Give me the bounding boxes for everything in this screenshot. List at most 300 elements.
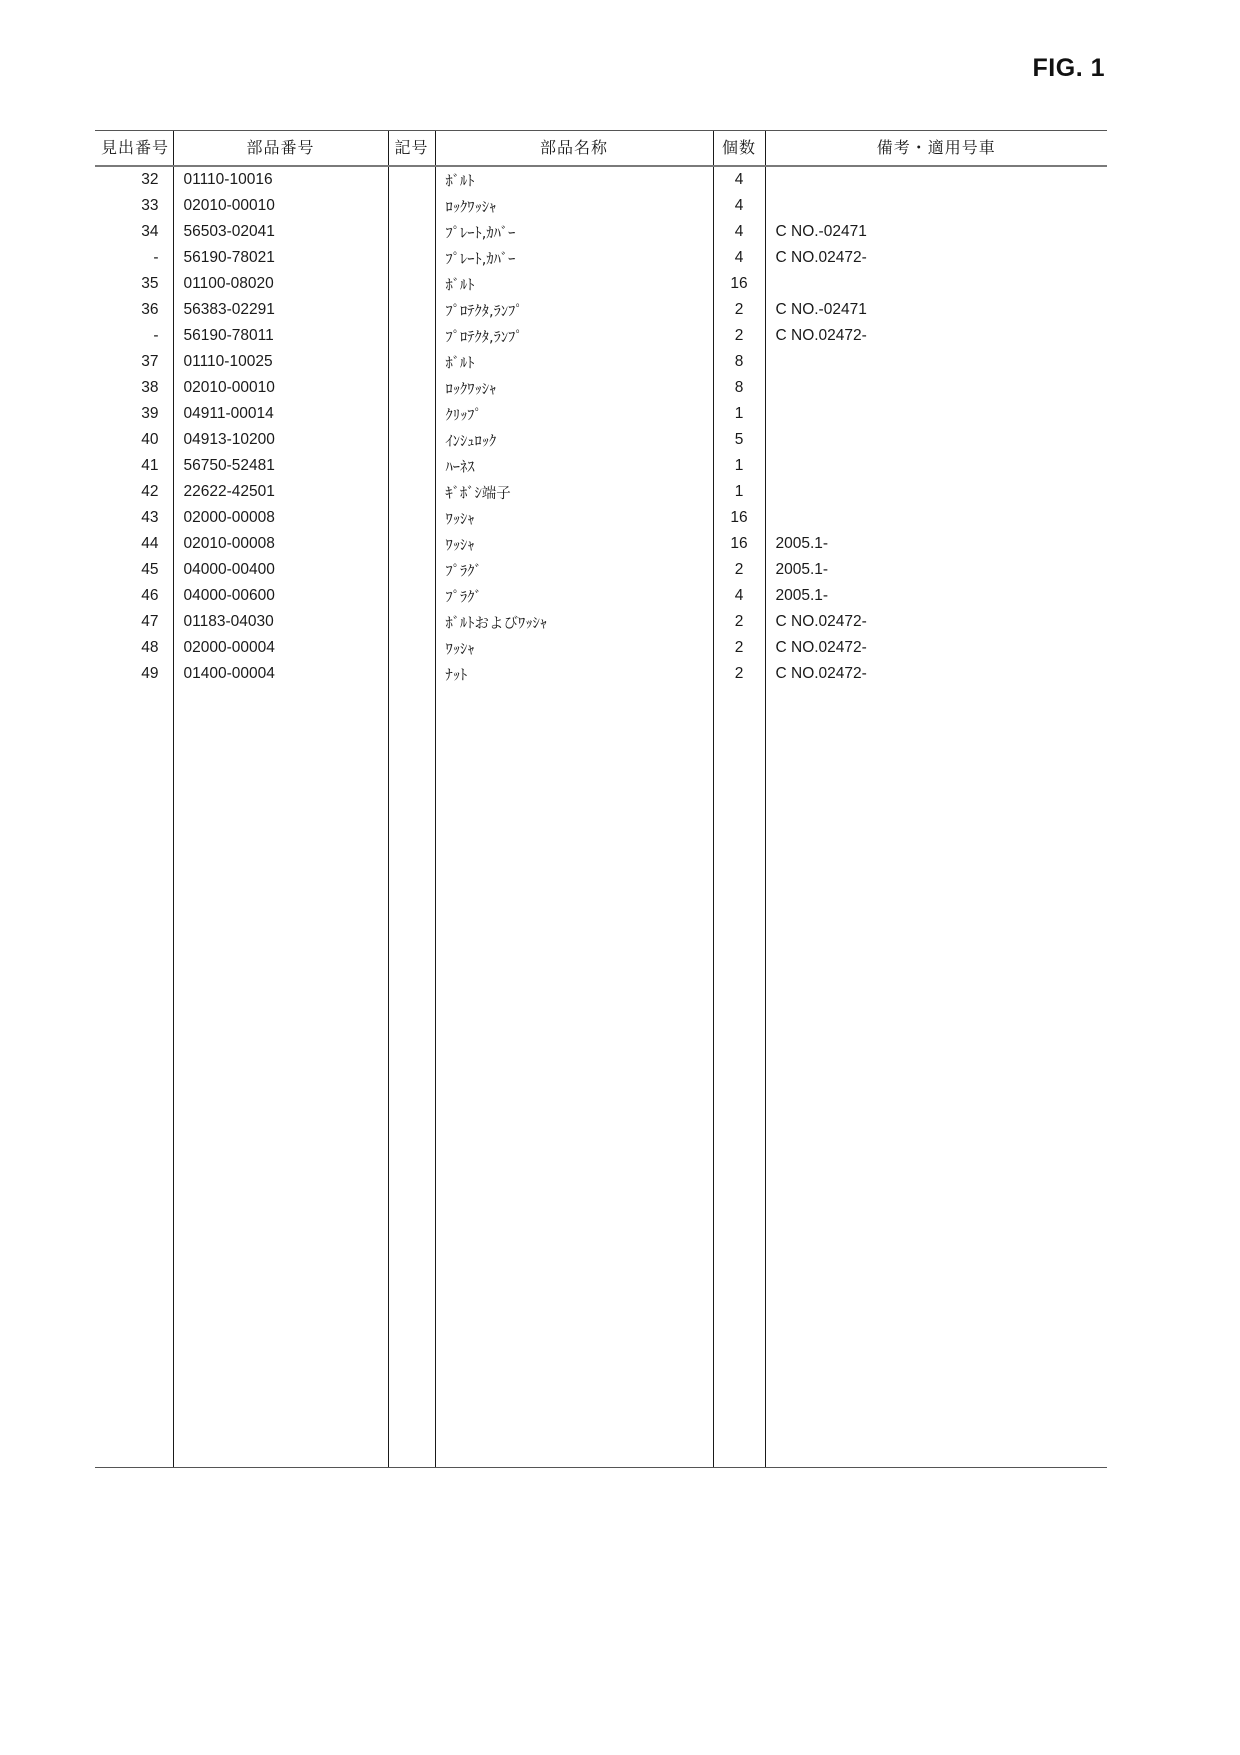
cell-quantity: 1: [713, 479, 765, 505]
empty-cell: [388, 999, 435, 1025]
part-name-text: ﾅｯﾄ: [445, 667, 468, 684]
cell-part-name: [435, 193, 713, 219]
empty-cell: [173, 713, 388, 739]
empty-cell: [388, 1363, 435, 1389]
table-empty-row: [95, 869, 1107, 895]
empty-cell: [765, 1207, 1107, 1233]
empty-cell: [95, 1155, 173, 1181]
cell-part-name: [435, 635, 713, 661]
empty-cell: [435, 1103, 713, 1129]
empty-cell: [435, 843, 713, 869]
cell-index: -: [153, 327, 159, 344]
empty-cell: [435, 1337, 713, 1363]
part-name-text: ﾌﾟﾗｸﾞ: [445, 563, 482, 580]
empty-cell: [435, 713, 713, 739]
empty-cell: [95, 1311, 173, 1337]
empty-cell: [713, 921, 765, 947]
empty-cell: [765, 1181, 1107, 1207]
cell-index: 38: [141, 379, 159, 396]
cell-symbol: [388, 323, 435, 349]
cell-index: 37: [141, 353, 159, 370]
cell-part-name: [435, 401, 713, 427]
empty-cell: [388, 1285, 435, 1311]
cell-part-number: 56383-02291: [173, 297, 388, 323]
table-empty-row: [95, 1207, 1107, 1233]
cell-index: 49: [141, 665, 159, 682]
cell-remarks: C NO.-02471: [765, 297, 1107, 323]
empty-cell: [173, 1311, 388, 1337]
cell-quantity: 16: [713, 505, 765, 531]
empty-cell: [765, 1415, 1107, 1441]
empty-cell: [95, 1233, 173, 1259]
empty-cell: [765, 895, 1107, 921]
table-row: [95, 323, 1107, 349]
empty-cell: [173, 973, 388, 999]
cell-part-name: [435, 166, 713, 193]
part-name-text: ﾌﾟﾚｰﾄ,ｶﾊﾞｰ: [445, 251, 516, 268]
cell-part-name: [435, 271, 713, 297]
empty-cell: [435, 1363, 713, 1389]
cell-symbol: [388, 245, 435, 271]
cell-part-number: 01183-04030: [173, 609, 388, 635]
empty-cell: [173, 869, 388, 895]
empty-cell: [435, 1051, 713, 1077]
empty-cell: [435, 1077, 713, 1103]
empty-cell: [95, 791, 173, 817]
empty-cell: [173, 1207, 388, 1233]
empty-cell: [173, 895, 388, 921]
empty-cell: [95, 869, 173, 895]
cell-remarks: [765, 479, 1107, 505]
empty-cell: [713, 1181, 765, 1207]
empty-cell: [713, 1155, 765, 1181]
empty-cell: [713, 895, 765, 921]
empty-cell: [95, 817, 173, 843]
part-name-text: ｷﾞﾎﾞｼ端子: [445, 485, 511, 502]
part-name-text: ﾜｯｼｬ: [445, 537, 475, 554]
cell-part-number: 01400-00004: [173, 661, 388, 687]
empty-cell: [713, 1129, 765, 1155]
parts-table-container: [95, 130, 1107, 1467]
cell-part-number: 01100-08020: [173, 271, 388, 297]
empty-cell: [713, 1051, 765, 1077]
table-empty-row: [95, 1337, 1107, 1363]
part-name-text: ﾎﾞﾙﾄ: [445, 355, 475, 372]
empty-cell: [173, 1233, 388, 1259]
part-name-text: ﾜｯｼｬ: [445, 511, 475, 528]
table-empty-row: [95, 1077, 1107, 1103]
empty-cell: [713, 999, 765, 1025]
empty-cell: [95, 1077, 173, 1103]
empty-cell: [765, 1129, 1107, 1155]
table-empty-row: [95, 1389, 1107, 1415]
table-empty-row: [95, 765, 1107, 791]
cell-index: 45: [141, 561, 159, 578]
empty-cell: [95, 1389, 173, 1415]
table-empty-row: [95, 1441, 1107, 1467]
empty-cell: [388, 817, 435, 843]
cell-part-name: [435, 245, 713, 271]
part-name-text: ﾌﾟﾗｸﾞ: [445, 589, 482, 606]
empty-cell: [388, 1233, 435, 1259]
empty-cell: [435, 999, 713, 1025]
cell-symbol: [388, 375, 435, 401]
cell-symbol: [388, 635, 435, 661]
cell-part-number: 04000-00600: [173, 583, 388, 609]
cell-symbol: [388, 453, 435, 479]
column-header-part-no: 部品番号: [173, 131, 388, 167]
cell-part-number: 56503-02041: [173, 219, 388, 245]
empty-cell: [388, 1259, 435, 1285]
table-empty-row: [95, 1233, 1107, 1259]
figure-title: FIG. 1: [1032, 54, 1105, 82]
empty-cell: [765, 817, 1107, 843]
table-empty-row: [95, 1363, 1107, 1389]
empty-cell: [95, 1181, 173, 1207]
empty-cell: [388, 843, 435, 869]
table-empty-row: [95, 1259, 1107, 1285]
empty-cell: [95, 843, 173, 869]
empty-cell: [765, 869, 1107, 895]
empty-cell: [173, 817, 388, 843]
empty-cell: [173, 1363, 388, 1389]
empty-cell: [765, 1363, 1107, 1389]
cell-index: 43: [141, 509, 159, 526]
empty-cell: [173, 739, 388, 765]
empty-cell: [713, 1415, 765, 1441]
part-name-text: ﾊｰﾈｽ: [445, 459, 475, 476]
empty-cell: [388, 1389, 435, 1415]
table-row: [95, 166, 1107, 193]
cell-part-number: 02000-00004: [173, 635, 388, 661]
cell-remarks: C NO.02472-: [765, 635, 1107, 661]
table-row: [95, 531, 1107, 557]
empty-cell: [765, 921, 1107, 947]
empty-cell: [173, 843, 388, 869]
cell-index: 48: [141, 639, 159, 656]
empty-cell: [388, 791, 435, 817]
cell-quantity: 8: [713, 349, 765, 375]
empty-cell: [435, 973, 713, 999]
cell-symbol: [388, 609, 435, 635]
empty-cell: [435, 1259, 713, 1285]
cell-part-number: 22622-42501: [173, 479, 388, 505]
empty-cell: [95, 947, 173, 973]
table-row: [95, 557, 1107, 583]
table-empty-row: [95, 687, 1107, 713]
empty-cell: [713, 1389, 765, 1415]
empty-cell: [435, 1233, 713, 1259]
table-empty-row: [95, 1129, 1107, 1155]
cell-quantity: 16: [713, 271, 765, 297]
cell-part-number: 56750-52481: [173, 453, 388, 479]
empty-cell: [765, 973, 1107, 999]
table-empty-row: [95, 713, 1107, 739]
empty-cell: [765, 1311, 1107, 1337]
empty-cell: [95, 999, 173, 1025]
table-header: [95, 131, 1107, 167]
empty-cell: [95, 921, 173, 947]
cell-remarks: C NO.02472-: [765, 661, 1107, 687]
empty-cell: [173, 1285, 388, 1311]
empty-cell: [435, 895, 713, 921]
empty-cell: [388, 1077, 435, 1103]
empty-cell: [765, 1155, 1107, 1181]
table-empty-row: [95, 1181, 1107, 1207]
cell-symbol: [388, 297, 435, 323]
empty-cell: [713, 1363, 765, 1389]
empty-cell: [435, 1207, 713, 1233]
cell-quantity: 8: [713, 375, 765, 401]
empty-cell: [713, 687, 765, 713]
empty-cell: [173, 1103, 388, 1129]
cell-part-name: [435, 531, 713, 557]
empty-cell: [95, 1025, 173, 1051]
part-name-text: ｸﾘｯﾌﾟ: [445, 407, 482, 424]
cell-quantity: 2: [713, 661, 765, 687]
cell-symbol: [388, 349, 435, 375]
table-empty-row: [95, 1311, 1107, 1337]
empty-cell: [388, 1415, 435, 1441]
empty-cell: [95, 1051, 173, 1077]
cell-remarks: C NO.02472-: [765, 609, 1107, 635]
empty-cell: [765, 1337, 1107, 1363]
empty-cell: [713, 869, 765, 895]
empty-cell: [713, 1311, 765, 1337]
empty-cell: [388, 1051, 435, 1077]
cell-symbol: [388, 401, 435, 427]
empty-cell: [435, 1155, 713, 1181]
table-empty-row: [95, 1025, 1107, 1051]
empty-cell: [713, 1285, 765, 1311]
table-row: [95, 297, 1107, 323]
empty-cell: [713, 765, 765, 791]
cell-part-number: 04000-00400: [173, 557, 388, 583]
cell-quantity: 2: [713, 557, 765, 583]
empty-cell: [713, 1077, 765, 1103]
cell-part-number: 01110-10016: [173, 166, 388, 193]
table-empty-row: [95, 791, 1107, 817]
table-empty-row: [95, 843, 1107, 869]
empty-cell: [388, 869, 435, 895]
empty-cell: [765, 1259, 1107, 1285]
cell-remarks: [765, 427, 1107, 453]
cell-quantity: 2: [713, 609, 765, 635]
cell-symbol: [388, 166, 435, 193]
empty-cell: [95, 1363, 173, 1389]
empty-cell: [435, 765, 713, 791]
empty-cell: [435, 1025, 713, 1051]
cell-remarks: C NO.-02471: [765, 219, 1107, 245]
empty-cell: [765, 1233, 1107, 1259]
empty-cell: [435, 1129, 713, 1155]
empty-cell: [95, 1129, 173, 1155]
empty-cell: [713, 973, 765, 999]
cell-index: 47: [141, 613, 159, 630]
cell-quantity: 4: [713, 219, 765, 245]
cell-quantity: 2: [713, 297, 765, 323]
empty-cell: [713, 713, 765, 739]
cell-part-number: 04913-10200: [173, 427, 388, 453]
empty-cell: [435, 1441, 713, 1467]
empty-cell: [388, 947, 435, 973]
cell-part-name: [435, 557, 713, 583]
table-row: [95, 661, 1107, 687]
cell-part-number: 02010-00008: [173, 531, 388, 557]
table-empty-row: [95, 895, 1107, 921]
empty-cell: [388, 739, 435, 765]
empty-cell: [435, 1181, 713, 1207]
part-name-text: ﾌﾟﾚｰﾄ,ｶﾊﾞｰ: [445, 225, 516, 242]
empty-cell: [765, 843, 1107, 869]
cell-index: 33: [141, 197, 159, 214]
cell-part-name: [435, 453, 713, 479]
empty-cell: [713, 817, 765, 843]
empty-cell: [713, 947, 765, 973]
cell-symbol: [388, 505, 435, 531]
cell-part-name: [435, 375, 713, 401]
cell-remarks: [765, 349, 1107, 375]
cell-part-name: [435, 661, 713, 687]
empty-cell: [388, 1337, 435, 1363]
empty-cell: [95, 1285, 173, 1311]
empty-cell: [173, 687, 388, 713]
cell-remarks: C NO.02472-: [765, 245, 1107, 271]
cell-index: 36: [141, 301, 159, 318]
table-empty-row: [95, 947, 1107, 973]
cell-remarks: [765, 193, 1107, 219]
part-name-text: ﾌﾟﾛﾃｸﾀ,ﾗﾝﾌﾟ: [445, 303, 523, 320]
empty-cell: [765, 791, 1107, 817]
empty-cell: [95, 687, 173, 713]
empty-cell: [713, 1025, 765, 1051]
empty-cell: [435, 817, 713, 843]
cell-quantity: 1: [713, 401, 765, 427]
empty-cell: [713, 1259, 765, 1285]
cell-index: 39: [141, 405, 159, 422]
empty-cell: [765, 1441, 1107, 1467]
empty-cell: [435, 869, 713, 895]
empty-cell: [388, 765, 435, 791]
cell-remarks: 2005.1-: [765, 557, 1107, 583]
empty-cell: [173, 1181, 388, 1207]
table-empty-row: [95, 1415, 1107, 1441]
table-body: [95, 166, 1107, 1467]
empty-cell: [435, 921, 713, 947]
empty-cell: [713, 1207, 765, 1233]
empty-cell: [713, 739, 765, 765]
cell-index: 32: [141, 171, 159, 188]
empty-cell: [173, 1051, 388, 1077]
cell-quantity: 2: [713, 323, 765, 349]
table-empty-row: [95, 973, 1107, 999]
empty-cell: [713, 1441, 765, 1467]
empty-cell: [765, 1389, 1107, 1415]
empty-cell: [173, 1441, 388, 1467]
cell-remarks: 2005.1-: [765, 583, 1107, 609]
cell-index: 34: [141, 223, 159, 240]
cell-remarks: [765, 166, 1107, 193]
empty-cell: [173, 1389, 388, 1415]
empty-cell: [435, 1389, 713, 1415]
table-empty-row: [95, 1051, 1107, 1077]
cell-part-number: 02010-00010: [173, 375, 388, 401]
empty-cell: [388, 973, 435, 999]
cell-index: 46: [141, 587, 159, 604]
empty-cell: [713, 1337, 765, 1363]
empty-cell: [765, 1103, 1107, 1129]
table-row: [95, 583, 1107, 609]
empty-cell: [388, 1181, 435, 1207]
empty-cell: [435, 791, 713, 817]
empty-cell: [388, 1103, 435, 1129]
table-row: [95, 427, 1107, 453]
table-bottom-border: [95, 1467, 1107, 1468]
empty-cell: [95, 1259, 173, 1285]
cell-symbol: [388, 557, 435, 583]
cell-part-name: [435, 323, 713, 349]
cell-remarks: [765, 505, 1107, 531]
empty-cell: [173, 765, 388, 791]
table-row: [95, 193, 1107, 219]
empty-cell: [713, 791, 765, 817]
part-name-text: ﾌﾟﾛﾃｸﾀ,ﾗﾝﾌﾟ: [445, 329, 523, 346]
empty-cell: [173, 1337, 388, 1363]
table-empty-row: [95, 739, 1107, 765]
column-header-quantity: 個数: [713, 131, 765, 167]
cell-quantity: 4: [713, 193, 765, 219]
cell-part-name: [435, 219, 713, 245]
cell-part-name: [435, 583, 713, 609]
cell-part-number: 02010-00010: [173, 193, 388, 219]
cell-symbol: [388, 661, 435, 687]
cell-remarks: [765, 271, 1107, 297]
empty-cell: [173, 947, 388, 973]
cell-remarks: 2005.1-: [765, 531, 1107, 557]
part-name-text: ｲﾝｼｭﾛｯｸ: [445, 433, 497, 450]
empty-cell: [435, 687, 713, 713]
cell-part-name: [435, 427, 713, 453]
cell-index: -: [153, 249, 159, 266]
empty-cell: [173, 1259, 388, 1285]
cell-remarks: [765, 375, 1107, 401]
table-row: [95, 375, 1107, 401]
empty-cell: [435, 1311, 713, 1337]
empty-cell: [173, 1025, 388, 1051]
table-header-row: [95, 131, 1107, 167]
cell-part-number: 56190-78011: [173, 323, 388, 349]
cell-symbol: [388, 427, 435, 453]
cell-symbol: [388, 479, 435, 505]
cell-quantity: 1: [713, 453, 765, 479]
empty-cell: [765, 713, 1107, 739]
cell-index: 40: [141, 431, 159, 448]
cell-part-name: [435, 505, 713, 531]
table-row: [95, 635, 1107, 661]
cell-index: 35: [141, 275, 159, 292]
part-name-text: ﾎﾞﾙﾄ: [445, 277, 475, 294]
empty-cell: [95, 713, 173, 739]
empty-cell: [765, 999, 1107, 1025]
table-row: [95, 479, 1107, 505]
table-row: [95, 453, 1107, 479]
empty-cell: [435, 1415, 713, 1441]
cell-symbol: [388, 193, 435, 219]
empty-cell: [765, 1051, 1107, 1077]
cell-part-name: [435, 479, 713, 505]
empty-cell: [95, 1415, 173, 1441]
table-row: [95, 609, 1107, 635]
